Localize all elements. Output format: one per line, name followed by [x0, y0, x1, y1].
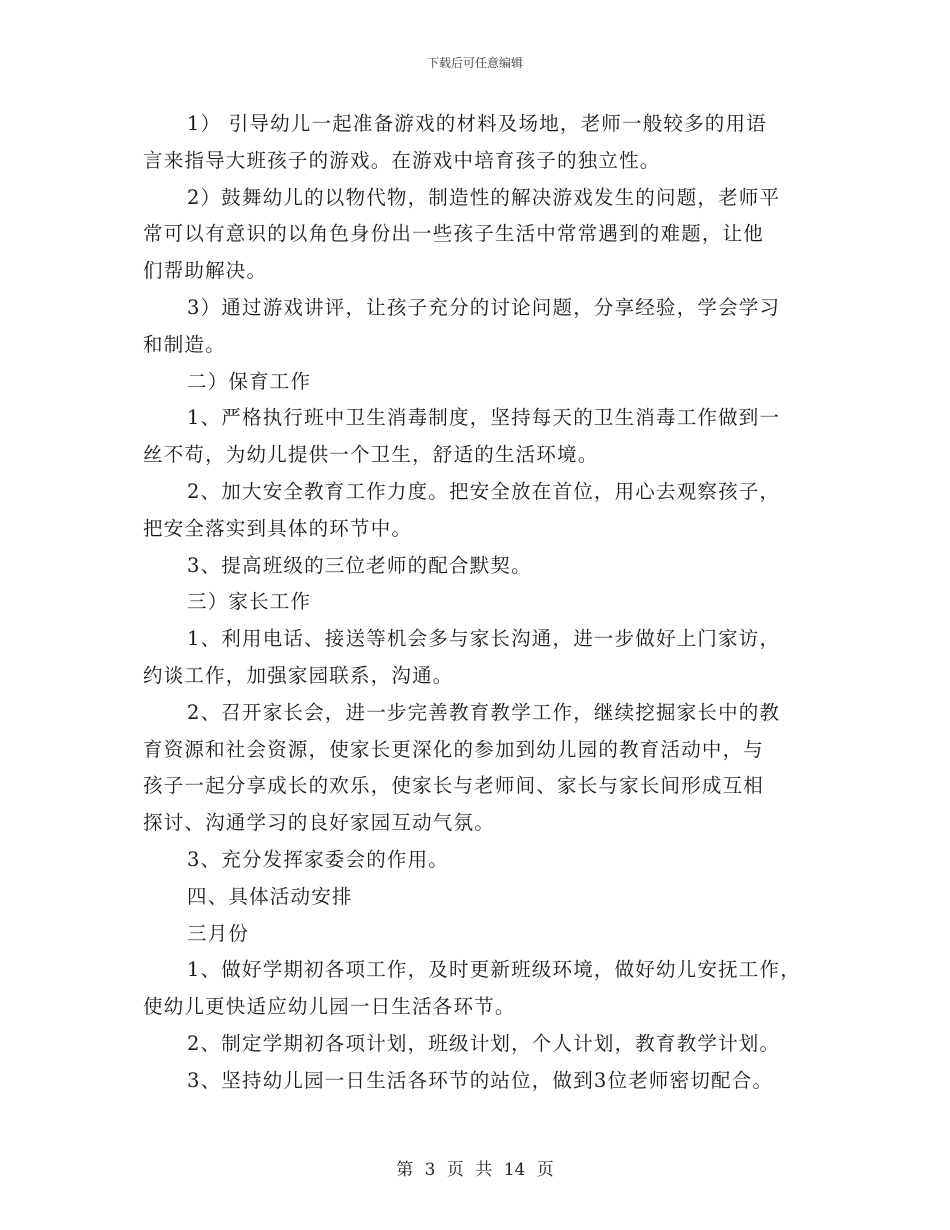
- page-footer: 第 3 页 共 14 页: [396, 1160, 554, 1180]
- text-line: 3、充分发挥家委会的作用。: [187, 848, 450, 871]
- text-line: 3、提高班级的三位老师的配合默契。: [187, 553, 532, 577]
- text-line: 2）鼓舞幼儿的以物代物，制造性的解决游戏发生的问题，老师平: [187, 185, 781, 209]
- text-line: 和制造。: [143, 332, 226, 356]
- text-line: 使幼儿更快适应幼儿园一日生活各环节。: [143, 995, 516, 1019]
- text-line: 2、制定学期初各项计划，班级计划，个人计划，教育教学计划。: [187, 1032, 781, 1055]
- text-line: 们帮助解决。: [143, 259, 268, 283]
- text-line: 1） 引导幼儿一起准备游戏的材料及场地，老师一般较多的用语: [187, 112, 767, 135]
- text-line: 二）保育工作: [187, 369, 312, 393]
- text-line: 3）通过游戏讲评，让孩子充分的讨论问题，分享经验，学会学习: [187, 296, 781, 319]
- text-line: 孩子一起分享成长的欢乐，使家长与老师间、家长与家长间形成互相: [143, 774, 765, 798]
- text-line: 常可以有意识的以角色身份出一些孩子生活中常常遇到的难题，让他: [143, 222, 765, 246]
- text-line: 2、加大安全教育工作力度。把安全放在首位，用心去观察孩子，: [187, 480, 781, 503]
- text-line: 1、做好学期初各项工作，及时更新班级环境，做好幼儿安抚工作，: [187, 958, 801, 982]
- text-line: 四、具体活动安排: [187, 884, 353, 908]
- text-line: 2、召开家长会，进一步完善教育教学工作，继续挖掘家长中的教: [187, 700, 781, 724]
- text-line: 丝不苟，为幼儿提供一个卫生，舒适的生活环境。: [143, 443, 599, 467]
- page-header: 下载后可任意编辑: [426, 56, 523, 70]
- text-line: 1、利用电话、接送等机会多与家长沟通，进一步做好上门家访，: [187, 627, 781, 651]
- text-line: 约谈工作，加强家园联系，沟通。: [143, 664, 454, 687]
- text-line: 探讨、沟通学习的良好家园互动气氛。: [143, 811, 495, 835]
- text-line: 3、坚持幼儿园一日生活各环节的站位，做到3位老师密切配合。: [187, 1068, 774, 1092]
- text-line: 三）家长工作: [187, 590, 312, 614]
- text-line: 言来指导大班孩子的游戏。在游戏中培育孩子的独立性。: [143, 148, 661, 172]
- text-line: 把安全落实到具体的环节中。: [143, 516, 413, 540]
- text-line: 育资源和社会资源，使家长更深化的参加到幼儿园的教育活动中，与: [143, 737, 765, 761]
- text-line: 三月份: [187, 921, 250, 945]
- text-line: 1、严格执行班中卫生消毒制度，坚持每天的卫生消毒工作做到一: [187, 406, 781, 430]
